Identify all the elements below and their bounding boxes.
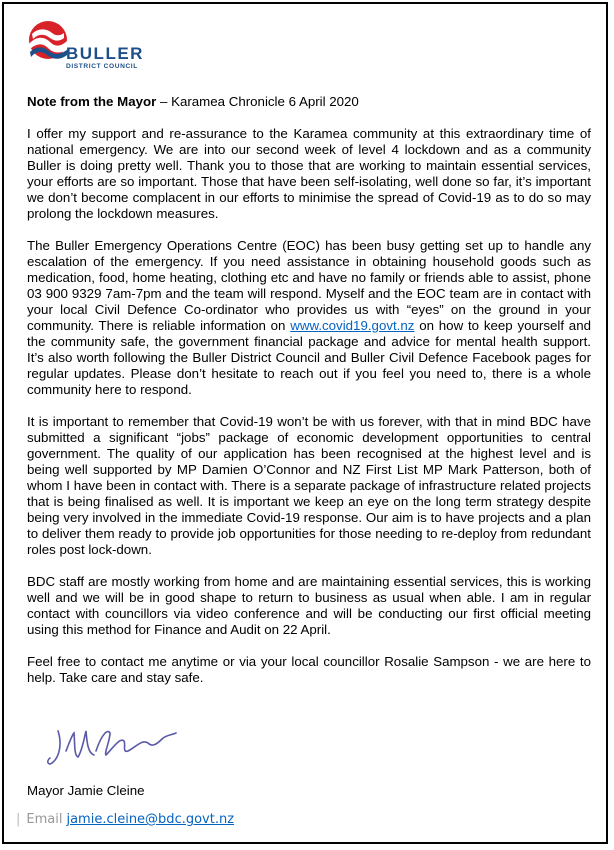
logo-subtitle: DISTRICT COUNCIL [66, 63, 138, 70]
email-footer [16, 812, 234, 827]
email-address-link[interactable]: jamie.cleine@bdc.govt.nz [66, 812, 235, 827]
heading-title: Note from the Mayor [27, 94, 157, 109]
email-label: Email [26, 812, 63, 827]
paragraph-2 [27, 238, 591, 398]
buller-logo-mark-icon [26, 20, 70, 68]
paragraph-5: Feel free to contact me anytime or via your local councillor Rosalie Sampson - we are here to help. Take care and stay safe. [27, 654, 591, 685]
paragraph-3: It is important to remember that Covid-19 won’t be with us forever, with that in mind BDC have submitted a significant “jobs” package of economic development opportunities to central government. The quality of our application has been recognised at the highest level and is being well supported by MP Damien O’Connor and NZ First List MP Mark Patterson, both of whom I have been in contact with. There is a separate package of infrastructure related projects that is being finalised as well. It is important we keep an eye on the long term strategy despite being very involved in the immediate Covid-19 response. Our aim is to have projects and a plan to deliver them ready to provide job opportunities for those needing to re-deploy from redundant roles post lock-down. [27, 414, 591, 557]
mayor-signature [44, 721, 184, 771]
letter-body [27, 94, 591, 702]
logo-wordmark: BULLER [66, 44, 144, 63]
paragraph-4: BDC staff are mostly working from home and are maintaining essential services, this is working well and we will be in good shape to return to business as usual when able. I am in regular contact with councillors via video conference and will be conducting our first official meeting using this method for Finance and Audit on 22 April. [27, 574, 591, 637]
buller-council-logo [26, 20, 156, 72]
letter-page [2, 2, 608, 844]
letter-heading [27, 94, 591, 110]
paragraph-2-end: on how to keep yourself and the community safe, the government financial package and advice for mental health support. It’s also worth following the Buller District Council and Buller Civil Defence Facebook pages for regular updates. Please don’t hesitate to reach out if you feel you need to, there is a whole community here to respond. [27, 318, 591, 397]
signoff-name: Mayor Jamie Cleine [27, 783, 145, 798]
paragraph-2-start: The Buller Emergency Operations Centre (EOC) has been busy getting set up to handle any escalation of the emergency. If you need assistance in obtaining household goods such as medication, food, home heating, clothing etc and have no family or friends able to assist, phone 03 900 9329 7am-7pm and the team will respond. Myself and the EOC team are in contact with your local Civil Defence Co-ordinator who provides us with “eyes” on the ground in your community. There is reliable information on [27, 238, 591, 333]
covid19-website-link[interactable]: www.covid19.govt.nz [290, 318, 415, 333]
heading-subtitle: – Karamea Chronicle 6 April 2020 [156, 94, 359, 109]
paragraph-1: I offer my support and re-assurance to the Karamea community at this extraordinary time of national emergency. We are into our second week of level 4 lockdown and as a community Buller is doing pretty well. Thank you to those that are working to maintain essential services, your efforts are so important. Those that have been self-isolating, well done so far, it’s important we don’t become complacent in our efforts to minimise the spread of Covid-19 as to do so may prolong the lockdown measures. [27, 126, 591, 221]
divider-bar: | [16, 812, 21, 827]
